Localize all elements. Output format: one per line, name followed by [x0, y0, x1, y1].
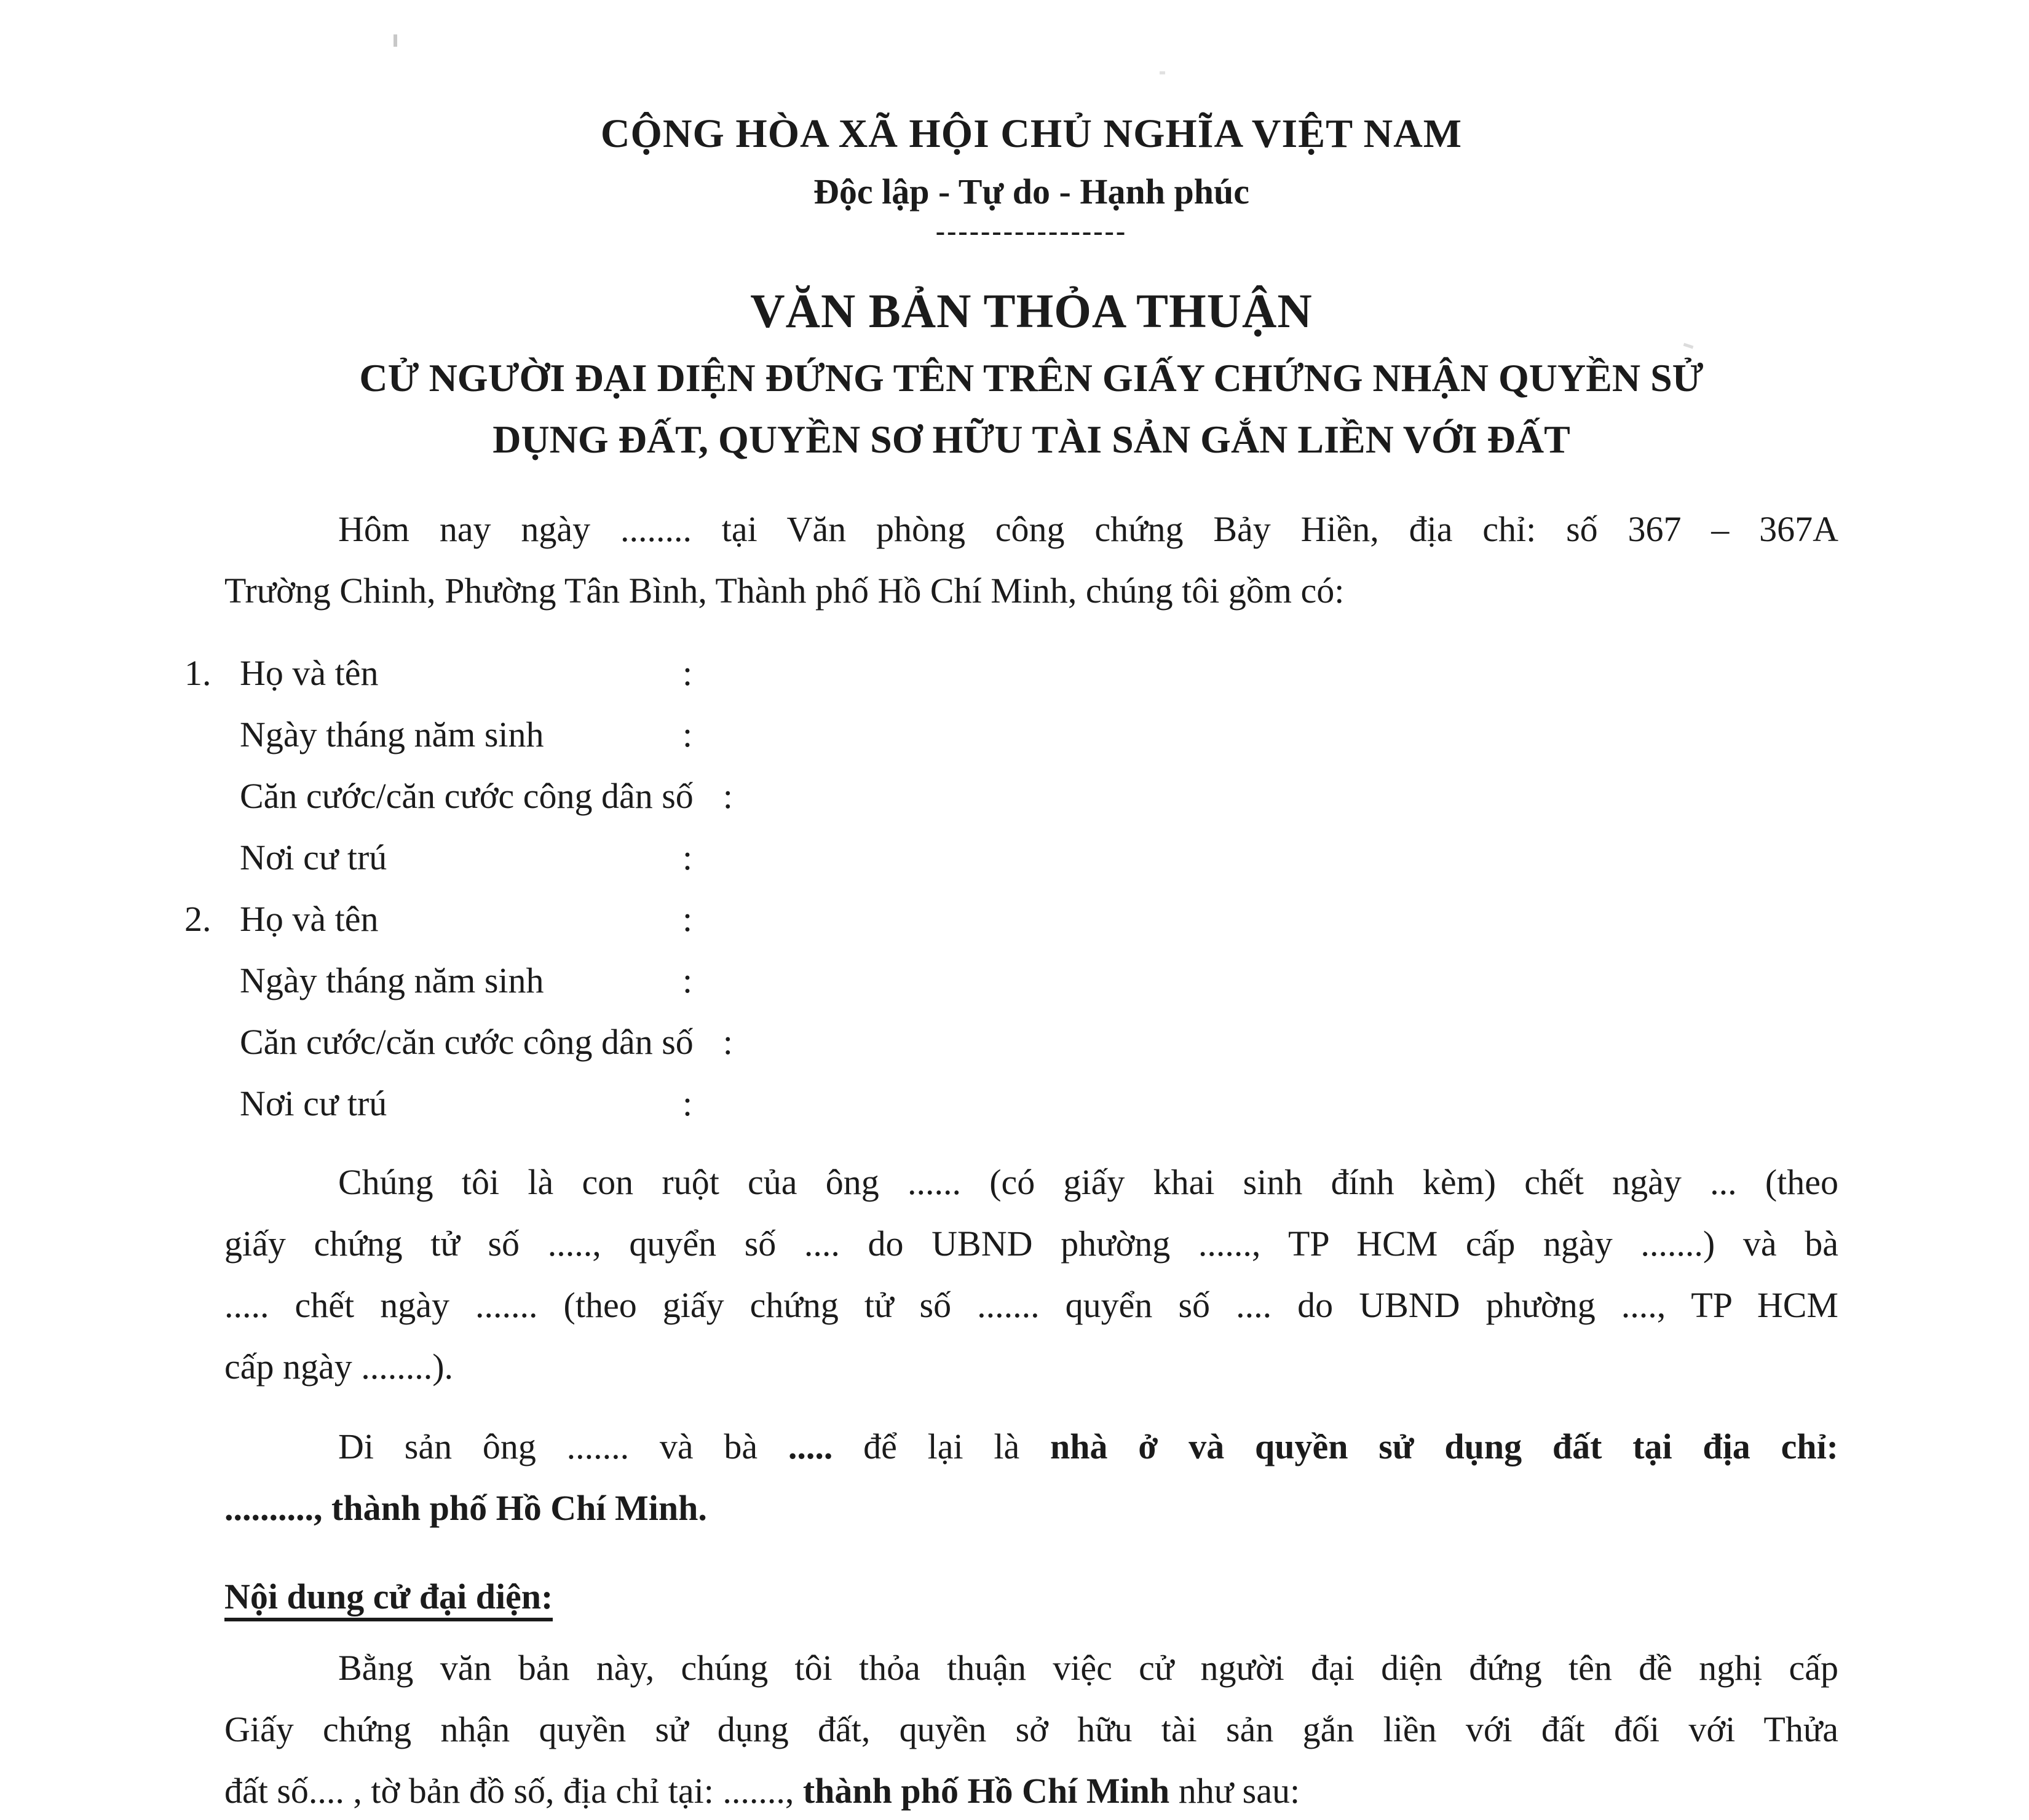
colon: :	[682, 1083, 693, 1123]
party2-birthdate-label: Ngày tháng năm sinh	[240, 960, 544, 1000]
party2-residence-label: Nơi cư trú	[240, 1083, 387, 1123]
party1-idcard-label: Căn cước/căn cước công dân số	[240, 776, 694, 816]
heir-line2: giấy chứng tử số ....., quyển số .... do UBND phường ......, TP HCM cấp ngày .......) và bà	[224, 1224, 1838, 1264]
estate-line1-seg3: để lại là	[863, 1426, 1051, 1466]
colon: :	[682, 899, 693, 939]
party2-idcard-label: Căn cước/căn cước công dân số	[240, 1022, 694, 1062]
document-subtitle	[224, 347, 1838, 470]
party2-name-label: Họ và tên	[240, 899, 379, 939]
party2-idcard-row	[184, 1011, 1838, 1073]
agreement-line2: Giấy chứng nhận quyền sử dụng đất, quyền sở hữu tài sản gắn liền với đất đối với Thửa	[224, 1709, 1838, 1749]
agreement-line3	[224, 1760, 1838, 1820]
national-title: CỘNG HÒA XÃ HỘI CHỦ NGHĨA VIỆT NAM	[600, 111, 1463, 156]
estate-line2: .........., thành phố Hồ Chí Minh.	[224, 1488, 707, 1528]
estate-paragraph	[224, 1416, 1838, 1539]
colon: :	[682, 653, 693, 693]
heir-line1: Chúng tôi là con ruột của ông ...... (có giấy khai sinh đính kèm) chết ngày ... (theo	[338, 1162, 1838, 1202]
estate-line1-seg1: Di sản ông ....... và bà	[338, 1426, 788, 1466]
agreement-line3-seg2: thành phố Hồ Chí Minh	[802, 1771, 1170, 1811]
colon: :	[722, 1022, 733, 1062]
document-subtitle-line1: CỬ NGƯỜI ĐẠI DIỆN ĐỨNG TÊN TRÊN GIẤY CHỨNG NHẬN QUYỀN SỬ	[359, 356, 1704, 400]
intro-line1: Hôm nay ngày ........ tại Văn phòng công chứng Bảy Hiền, địa chỉ: số 367 – 367A	[338, 509, 1838, 549]
national-motto: Độc lập - Tự do - Hạnh phúc	[813, 172, 1249, 212]
party2-name-row	[184, 888, 1838, 950]
estate-line1	[224, 1416, 1838, 1478]
party1-name-row	[184, 643, 1838, 704]
party1-name-label: Họ và tên	[240, 653, 379, 693]
section-heading-text: Nội dung cử đại diện:	[224, 1577, 553, 1621]
estate-line1-seg4: nhà ở và quyền sử dụng đất tại địa chỉ:	[1050, 1426, 1838, 1466]
heir-paragraph	[224, 1152, 1838, 1398]
agreement-line1: Bằng văn bản này, chúng tôi thỏa thuận việc cử người đại diện đứng tên đề nghị cấp	[338, 1648, 1838, 1688]
colon: :	[682, 960, 693, 1000]
scan-speck	[394, 34, 397, 47]
document-subtitle-line2: DỤNG ĐẤT, QUYỀN SƠ HỮU TÀI SẢN GẮN LIỀN VỚI ĐẤT	[492, 417, 1570, 461]
intro-line2: Trường Chinh, Phường Tân Bình, Thành phố Hồ Chí Minh, chúng tôi gồm có:	[224, 571, 1345, 611]
colon: :	[682, 714, 693, 754]
party2-number: 2.	[184, 899, 212, 939]
scan-speck	[1160, 71, 1165, 74]
party2-birthdate-row	[184, 950, 1838, 1011]
agreement-paragraph	[224, 1637, 1838, 1820]
colon: :	[682, 837, 693, 877]
colon: :	[722, 776, 733, 816]
party1-birthdate-row	[184, 704, 1838, 766]
heir-line3: ..... chết ngày ....... (theo giấy chứng tử số ....... quyển số .... do UBND phường ...., TP HCM	[224, 1285, 1838, 1325]
party1-birthdate-label: Ngày tháng năm sinh	[240, 714, 544, 754]
document-title: VĂN BẢN THỎA THUẬN	[750, 284, 1313, 338]
heir-line4: cấp ngày ........).	[224, 1347, 454, 1387]
party1-number: 1.	[184, 653, 212, 693]
header-separator: -----------------	[935, 215, 1128, 247]
estate-line1-seg2: .....	[788, 1426, 864, 1466]
document-content	[184, 111, 1838, 1820]
party1-idcard-row	[184, 766, 1838, 827]
intro-paragraph	[224, 499, 1838, 622]
agreement-line3-seg1: đất số.... , tờ bản đồ số, địa chỉ tại: .......,	[224, 1771, 803, 1811]
party2-residence-row	[184, 1073, 1838, 1134]
section-heading	[224, 1566, 1838, 1628]
party1-residence-label: Nơi cư trú	[240, 837, 387, 877]
parties-list	[184, 643, 1838, 1134]
party1-residence-row	[184, 827, 1838, 888]
agreement-line3-seg3: như sau:	[1178, 1771, 1300, 1811]
